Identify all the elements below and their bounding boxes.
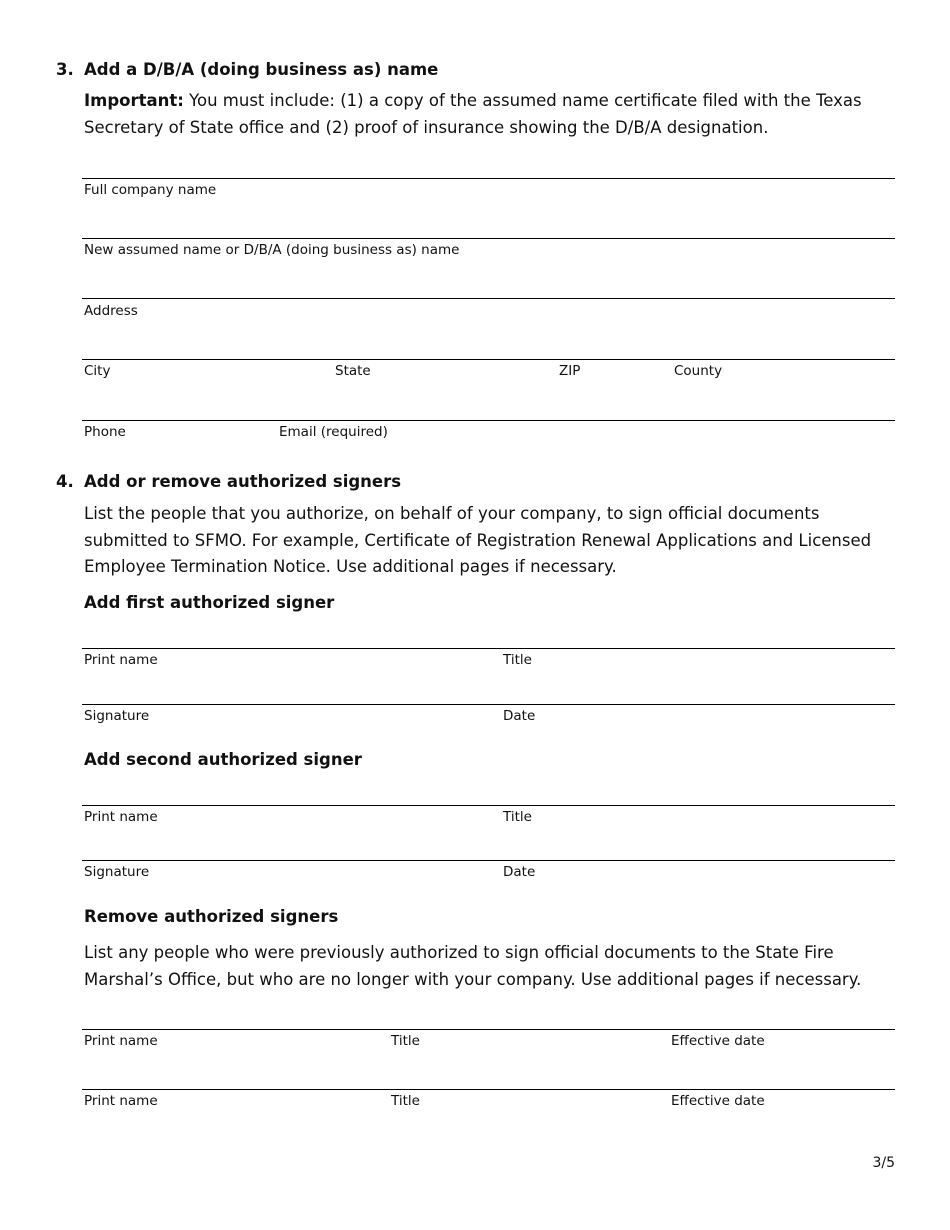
field-line-remove-row-1 bbox=[82, 1029, 895, 1030]
label-full-company-name[interactable]: Full company name bbox=[84, 182, 217, 198]
field-line-full-company-name bbox=[82, 178, 895, 179]
section-4-heading: Add or remove authorized signers bbox=[84, 472, 402, 491]
label-county[interactable]: County bbox=[674, 363, 723, 379]
label-first-signer-title[interactable]: Title bbox=[503, 652, 532, 668]
label-second-signer-print-name[interactable]: Print name bbox=[84, 809, 158, 825]
label-remove-2-effective-date[interactable]: Effective date bbox=[671, 1093, 765, 1109]
label-first-signer-print-name[interactable]: Print name bbox=[84, 652, 158, 668]
label-remove-1-effective-date[interactable]: Effective date bbox=[671, 1033, 765, 1049]
label-zip[interactable]: ZIP bbox=[559, 363, 581, 379]
label-second-signer-title[interactable]: Title bbox=[503, 809, 532, 825]
section-3-important-note bbox=[84, 88, 884, 141]
first-signer-heading: Add first authorized signer bbox=[84, 593, 335, 612]
label-address[interactable]: Address bbox=[84, 303, 138, 319]
label-first-signer-date[interactable]: Date bbox=[503, 708, 536, 724]
field-line-second-signer-signature bbox=[82, 860, 895, 861]
section-4-description: List the people that you authorize, on behalf of your company, to sign official documents submitted to SFMO. For example, Certificate of Registration Renewal Applications and Licensed Employee Termination Notice. Use additional pages if necessary. bbox=[84, 504, 872, 576]
field-line-first-signer-signature bbox=[82, 704, 895, 705]
field-line-remove-row-2 bbox=[82, 1089, 895, 1090]
label-first-signer-signature[interactable]: Signature bbox=[84, 708, 150, 724]
label-remove-1-print-name[interactable]: Print name bbox=[84, 1033, 158, 1049]
remove-signers-description: List any people who were previously authorized to sign official documents to the State Fire Marshal’s Office, but who are no longer with your company. Use additional pages if necessary. bbox=[84, 943, 862, 989]
section-3-number: 3. bbox=[56, 60, 74, 79]
field-line-assumed-name bbox=[82, 238, 895, 239]
section-4-number: 4. bbox=[56, 472, 74, 491]
field-line-second-signer-name bbox=[82, 805, 895, 806]
field-line-phone-row bbox=[82, 420, 895, 421]
label-second-signer-signature[interactable]: Signature bbox=[84, 864, 150, 880]
important-text: You must include: (1) a copy of the assumed name certificate filed with the Texas Secretary of State office and (2) proof of insurance showing the D/B/A designation. bbox=[84, 91, 862, 137]
field-line-first-signer-name bbox=[82, 648, 895, 649]
section-3-heading: Add a D/B/A (doing business as) name bbox=[84, 60, 439, 79]
label-remove-1-title[interactable]: Title bbox=[391, 1033, 420, 1049]
label-state[interactable]: State bbox=[335, 363, 371, 379]
remove-signers-heading: Remove authorized signers bbox=[84, 907, 339, 926]
label-assumed-name[interactable]: New assumed name or D/B/A (doing business as) name bbox=[84, 242, 460, 258]
label-city[interactable]: City bbox=[84, 363, 111, 379]
second-signer-heading: Add second authorized signer bbox=[84, 750, 362, 769]
important-label: Important: bbox=[84, 91, 184, 110]
label-email[interactable]: Email (required) bbox=[279, 424, 388, 440]
field-line-city-row bbox=[82, 359, 895, 360]
page-number: 3/5 bbox=[872, 1155, 895, 1171]
label-remove-2-title[interactable]: Title bbox=[391, 1093, 420, 1109]
label-phone[interactable]: Phone bbox=[84, 424, 126, 440]
label-remove-2-print-name[interactable]: Print name bbox=[84, 1093, 158, 1109]
field-line-address bbox=[82, 298, 895, 299]
label-second-signer-date[interactable]: Date bbox=[503, 864, 536, 880]
